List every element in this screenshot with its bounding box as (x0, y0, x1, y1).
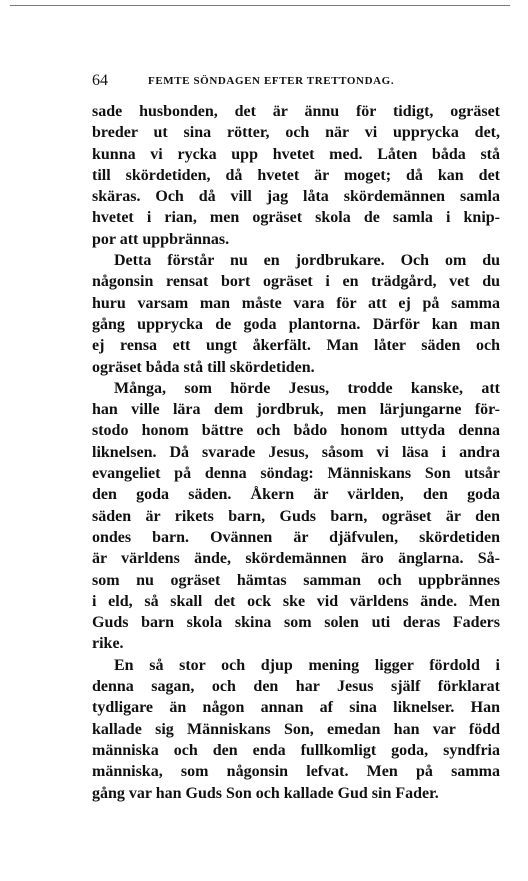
text-line: evangeliet på denna söndag: Människans Son utsår (92, 465, 500, 483)
text-line: gång var han Guds Son och kallade Gud sin Fader. (92, 784, 439, 802)
text-line: ogräset båda stå till skördetiden. (92, 358, 315, 376)
text-line: sade husbonden, det är ännu för tidigt, ogräset (92, 103, 500, 120)
text-line: i eld, så skall det ock ske vid världens ände. Men (92, 592, 500, 610)
text-line: gång upprycka de goda plantorna. Därför kan man (92, 315, 500, 333)
text-line: människa och den enda fullkomligt goda, syndfria (92, 741, 500, 759)
paragraph (92, 655, 500, 804)
text-line: tydligare än någon annan af sina liknelser. Han (92, 699, 500, 717)
text-line: till skördetiden, då hvetet är moget; då kan det (92, 166, 500, 184)
text-line: kunna vi rycka upp hvetet med. Låten båda stå (92, 145, 500, 163)
text-line: En så stor och djup mening ligger fördold i (114, 656, 500, 674)
text-line: någonsin rensat bort ogräset i en trädgård, vet du (92, 273, 500, 291)
text-line: por att uppbrännas. (92, 230, 230, 248)
text-line: denna sagan, och den har Jesus själf förklarat (92, 678, 500, 696)
body-text (92, 101, 500, 804)
text-line: Många, som hörde Jesus, trodde kanske, att (114, 379, 500, 397)
text-line: människa, som någonsin lefvat. Men på samma (92, 763, 500, 781)
text-line: är världens ände, skördemännen äro änglarna. Så- (92, 550, 500, 568)
text-line: säden är rikets barn, Guds barn, ogräset är den (92, 507, 500, 525)
text-line: kallade sig Människans Son, emedan han var född (92, 720, 500, 738)
text-line: Detta förstår nu en jordbrukare. Och om du (114, 252, 500, 270)
text-line: den goda säden. Åkern är världen, den goda (92, 486, 500, 504)
text-line: huru varsam man måste vara för att ej på samma (92, 294, 500, 312)
text-line: skäras. Och då vill jag låta skördemännen samla (92, 188, 500, 206)
page-header (92, 72, 492, 92)
text-line: Guds barn skola skina som solen uti deras Faders (92, 614, 500, 632)
paragraph (92, 250, 500, 378)
text-line: breder ut sina rötter, och när vi upprycka det, (92, 124, 500, 142)
text-line: han ville lära dem jordbruk, men lärjungarne för- (92, 401, 500, 419)
paragraph (92, 378, 500, 655)
text-line: rike. (92, 635, 124, 653)
text-line: ondes barn. Ovännen är djäfvulen, skördetiden (92, 528, 500, 546)
text-line: stodo honom bättre och bådo honom uttyda denna (92, 422, 500, 440)
paragraph (92, 101, 500, 250)
text-line: liknelsen. Då svarade Jesus, såsom vi läsa i andra (92, 443, 500, 461)
top-rule (10, 5, 510, 6)
text-line: hvetet i rian, men ogräset skola de samla i knip- (92, 209, 500, 227)
text-line: som nu ogräset hämtas samman och uppbrännes (92, 571, 500, 589)
page-number: 64 (92, 72, 108, 89)
running-head: FEMTE SÖNDAGEN EFTER TRETTONDAG. (148, 75, 395, 87)
text-line: ej rensa ett ungt åkerfält. Man låter säden och (92, 337, 500, 355)
